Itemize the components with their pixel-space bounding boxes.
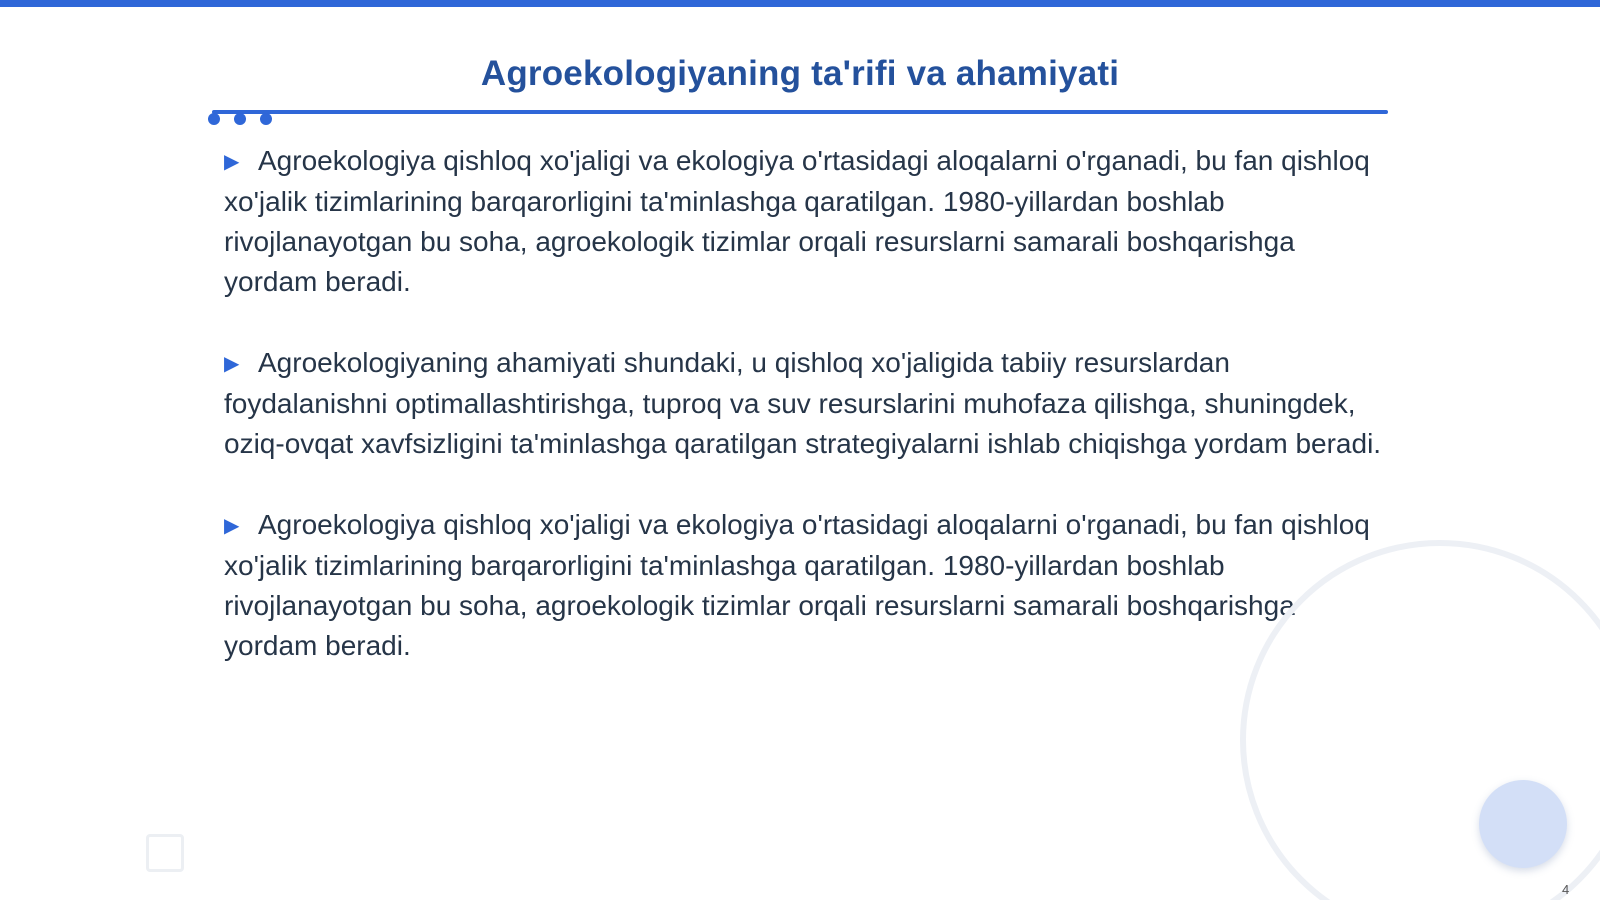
decorative-dot (260, 113, 272, 125)
decorative-dot (234, 113, 246, 125)
decorative-square (146, 834, 184, 872)
bullet-item (224, 141, 1384, 302)
slide-title: Agroekologiyaning ta'rifi va ahamiyati (480, 54, 1120, 93)
triangle-bullet-icon: ▶ (224, 515, 240, 537)
title-underline (212, 110, 1388, 114)
bullet-item (224, 505, 1384, 666)
triangle-bullet-icon: ▶ (224, 151, 240, 173)
triangle-bullet-icon: ▶ (224, 353, 240, 375)
bullet-item (224, 343, 1384, 464)
top-accent-bar (0, 0, 1600, 7)
decorative-dot (208, 113, 220, 125)
bullet-text: Agroekologiya qishloq xo'jaligi va ekologiya o'rtasidagi aloqalarni o'rganadi, bu fan qishloq xo'jalik tizimlarining barqarorligini ta'minlashga qaratilgan. 1980-yillardan boshlab rivojlanayotgan bu soha, agroekologik tizimlar orqali resurslarni samarali boshqarishga yordam beradi. (224, 145, 1370, 297)
bullet-text: Agroekologiya qishloq xo'jaligi va ekologiya o'rtasidagi aloqalarni o'rganadi, bu fan qishloq xo'jalik tizimlarining barqarorligini ta'minlashga qaratilgan. 1980-yillardan boshlab rivojlanayotgan bu soha, agroekologik tizimlar orqali resurslarni samarali boshqarishga yordam beradi. (224, 509, 1370, 661)
bullet-text: Agroekologiyaning ahamiyati shundaki, u qishloq xo'jaligida tabiiy resurslardan foydalanishni optimallashtirishga, tuproq va suv resurslarini muhofaza qilishga, shuningdek, oziq-ovqat xavfsizligini ta'minlashga qaratilgan strategiyalarni ishlab chiqishga yordam beradi. (224, 347, 1382, 459)
page-number: 4 (1562, 882, 1570, 897)
decorative-circle (1479, 780, 1567, 868)
bullet-list (224, 141, 1384, 707)
